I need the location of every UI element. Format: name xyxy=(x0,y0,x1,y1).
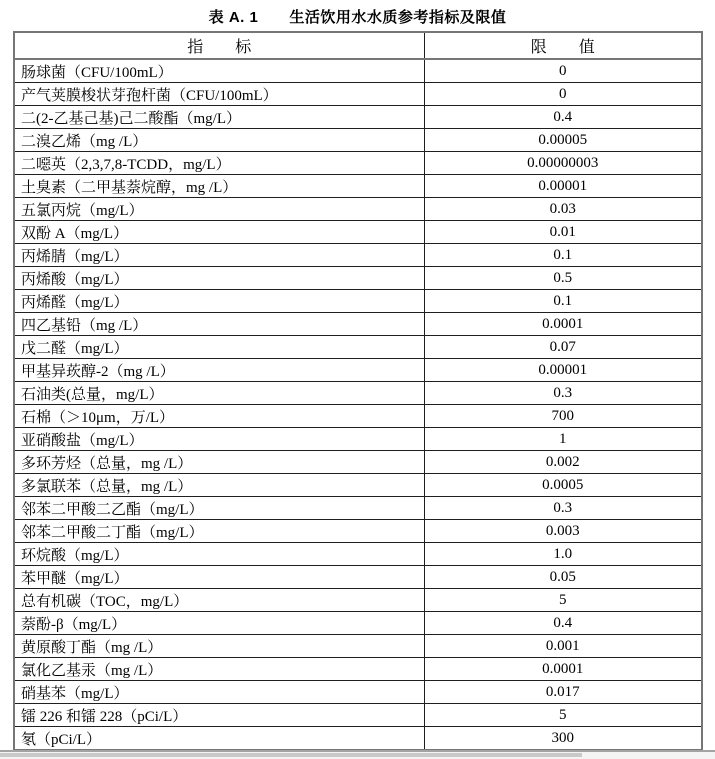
indicator-cell: 苯甲醚（mg/L） xyxy=(14,566,424,589)
indicator-cell: 双酚 A（mg/L） xyxy=(14,221,424,244)
indicator-cell: 镭 226 和镭 228（pCi/L） xyxy=(14,704,424,727)
water-quality-table xyxy=(13,31,703,751)
limit-cell: 0.3 xyxy=(424,497,702,520)
indicator-cell: 石棉（＞10μm，万/L） xyxy=(14,405,424,428)
indicator-cell: 四乙基铅（mg /L） xyxy=(14,313,424,336)
indicator-cell: 邻苯二甲酸二乙酯（mg/L） xyxy=(14,497,424,520)
table-row xyxy=(14,727,702,751)
limit-cell: 0.00001 xyxy=(424,359,702,382)
table-row xyxy=(14,106,702,129)
limit-cell: 0.4 xyxy=(424,106,702,129)
indicator-cell: 土臭素（二甲基萘烷醇，mg /L） xyxy=(14,175,424,198)
table-row xyxy=(14,658,702,681)
indicator-cell: 二噁英（2,3,7,8-TCDD，mg/L） xyxy=(14,152,424,175)
indicator-cell: 石油类(总量，mg/L） xyxy=(14,382,424,405)
table-row xyxy=(14,152,702,175)
limit-cell: 0.017 xyxy=(424,681,702,704)
table-row xyxy=(14,589,702,612)
table-row xyxy=(14,129,702,152)
header-row xyxy=(14,32,702,59)
table-row xyxy=(14,543,702,566)
table-row xyxy=(14,336,702,359)
indicator-cell: 多氯联苯（总量，mg /L） xyxy=(14,474,424,497)
table-row xyxy=(14,566,702,589)
limit-cell: 0.00001 xyxy=(424,175,702,198)
limit-cell: 0.03 xyxy=(424,198,702,221)
limit-cell: 700 xyxy=(424,405,702,428)
table-row xyxy=(14,428,702,451)
table-row xyxy=(14,382,702,405)
indicator-cell: 环烷酸（mg/L） xyxy=(14,543,424,566)
indicator-cell: 二溴乙烯（mg /L） xyxy=(14,129,424,152)
table-row xyxy=(14,704,702,727)
limit-cell: 0.07 xyxy=(424,336,702,359)
table-row xyxy=(14,198,702,221)
table-row xyxy=(14,267,702,290)
indicator-cell: 亚硝酸盐（mg/L） xyxy=(14,428,424,451)
table-row xyxy=(14,451,702,474)
limit-cell: 0.05 xyxy=(424,566,702,589)
table-row xyxy=(14,175,702,198)
limit-cell: 0 xyxy=(424,83,702,106)
indicator-cell: 二(2-乙基己基)己二酸酯（mg/L） xyxy=(14,106,424,129)
table-caption: 表 A. 1 生活饮用水水质参考指标及限值 xyxy=(208,9,507,26)
header-indicator: 指 标 xyxy=(14,32,424,59)
limit-cell: 0.002 xyxy=(424,451,702,474)
table-row xyxy=(14,59,702,83)
limit-cell: 0.4 xyxy=(424,612,702,635)
limit-cell: 0.0001 xyxy=(424,313,702,336)
table-row xyxy=(14,359,702,382)
indicator-cell: 多环芳烃（总量，mg /L） xyxy=(14,451,424,474)
indicator-cell: 丙烯腈（mg/L） xyxy=(14,244,424,267)
table-row xyxy=(14,405,702,428)
limit-cell: 0.001 xyxy=(424,635,702,658)
table-row xyxy=(14,313,702,336)
indicator-cell: 丙烯酸（mg/L） xyxy=(14,267,424,290)
table-row xyxy=(14,290,702,313)
limit-cell: 0.00000003 xyxy=(424,152,702,175)
limit-cell: 1.0 xyxy=(424,543,702,566)
indicator-cell: 甲基异莰醇-2（mg /L） xyxy=(14,359,424,382)
limit-cell: 0.3 xyxy=(424,382,702,405)
horizontal-scrollbar[interactable] xyxy=(0,750,715,759)
table-row xyxy=(14,474,702,497)
indicator-cell: 肠球菌（CFU/100mL） xyxy=(14,59,424,83)
indicator-cell: 邻苯二甲酸二丁酯（mg/L） xyxy=(14,520,424,543)
indicator-cell: 硝基苯（mg/L） xyxy=(14,681,424,704)
indicator-cell: 萘酚-β（mg/L） xyxy=(14,612,424,635)
limit-cell: 0.0001 xyxy=(424,658,702,681)
indicator-cell: 氯化乙基汞（mg /L） xyxy=(14,658,424,681)
limit-cell: 0 xyxy=(424,59,702,83)
limit-cell: 0.0005 xyxy=(424,474,702,497)
limit-cell: 5 xyxy=(424,704,702,727)
limit-cell: 1 xyxy=(424,428,702,451)
limit-cell: 0.5 xyxy=(424,267,702,290)
table-row xyxy=(14,681,702,704)
indicator-cell: 产气荚膜梭状芽孢杆菌（CFU/100mL） xyxy=(14,83,424,106)
indicator-cell: 氡（pCi/L） xyxy=(14,727,424,751)
table-row xyxy=(14,221,702,244)
indicator-cell: 五氯丙烷（mg/L） xyxy=(14,198,424,221)
scrollbar-thumb[interactable] xyxy=(0,753,582,757)
table-row xyxy=(14,520,702,543)
limit-cell: 0.01 xyxy=(424,221,702,244)
table-row xyxy=(14,244,702,267)
table-row xyxy=(14,635,702,658)
table-row xyxy=(14,612,702,635)
limit-cell: 0.003 xyxy=(424,520,702,543)
indicator-cell: 总有机碳（TOC，mg/L） xyxy=(14,589,424,612)
limit-cell: 0.1 xyxy=(424,290,702,313)
indicator-cell: 黄原酸丁酯（mg /L） xyxy=(14,635,424,658)
indicator-cell: 丙烯醛（mg/L） xyxy=(14,290,424,313)
table-row xyxy=(14,497,702,520)
limit-cell: 0.1 xyxy=(424,244,702,267)
limit-cell: 5 xyxy=(424,589,702,612)
indicator-cell: 戊二醛（mg/L） xyxy=(14,336,424,359)
limit-cell: 0.00005 xyxy=(424,129,702,152)
table-row xyxy=(14,83,702,106)
limit-cell: 300 xyxy=(424,727,702,751)
header-limit: 限 值 xyxy=(424,32,702,59)
